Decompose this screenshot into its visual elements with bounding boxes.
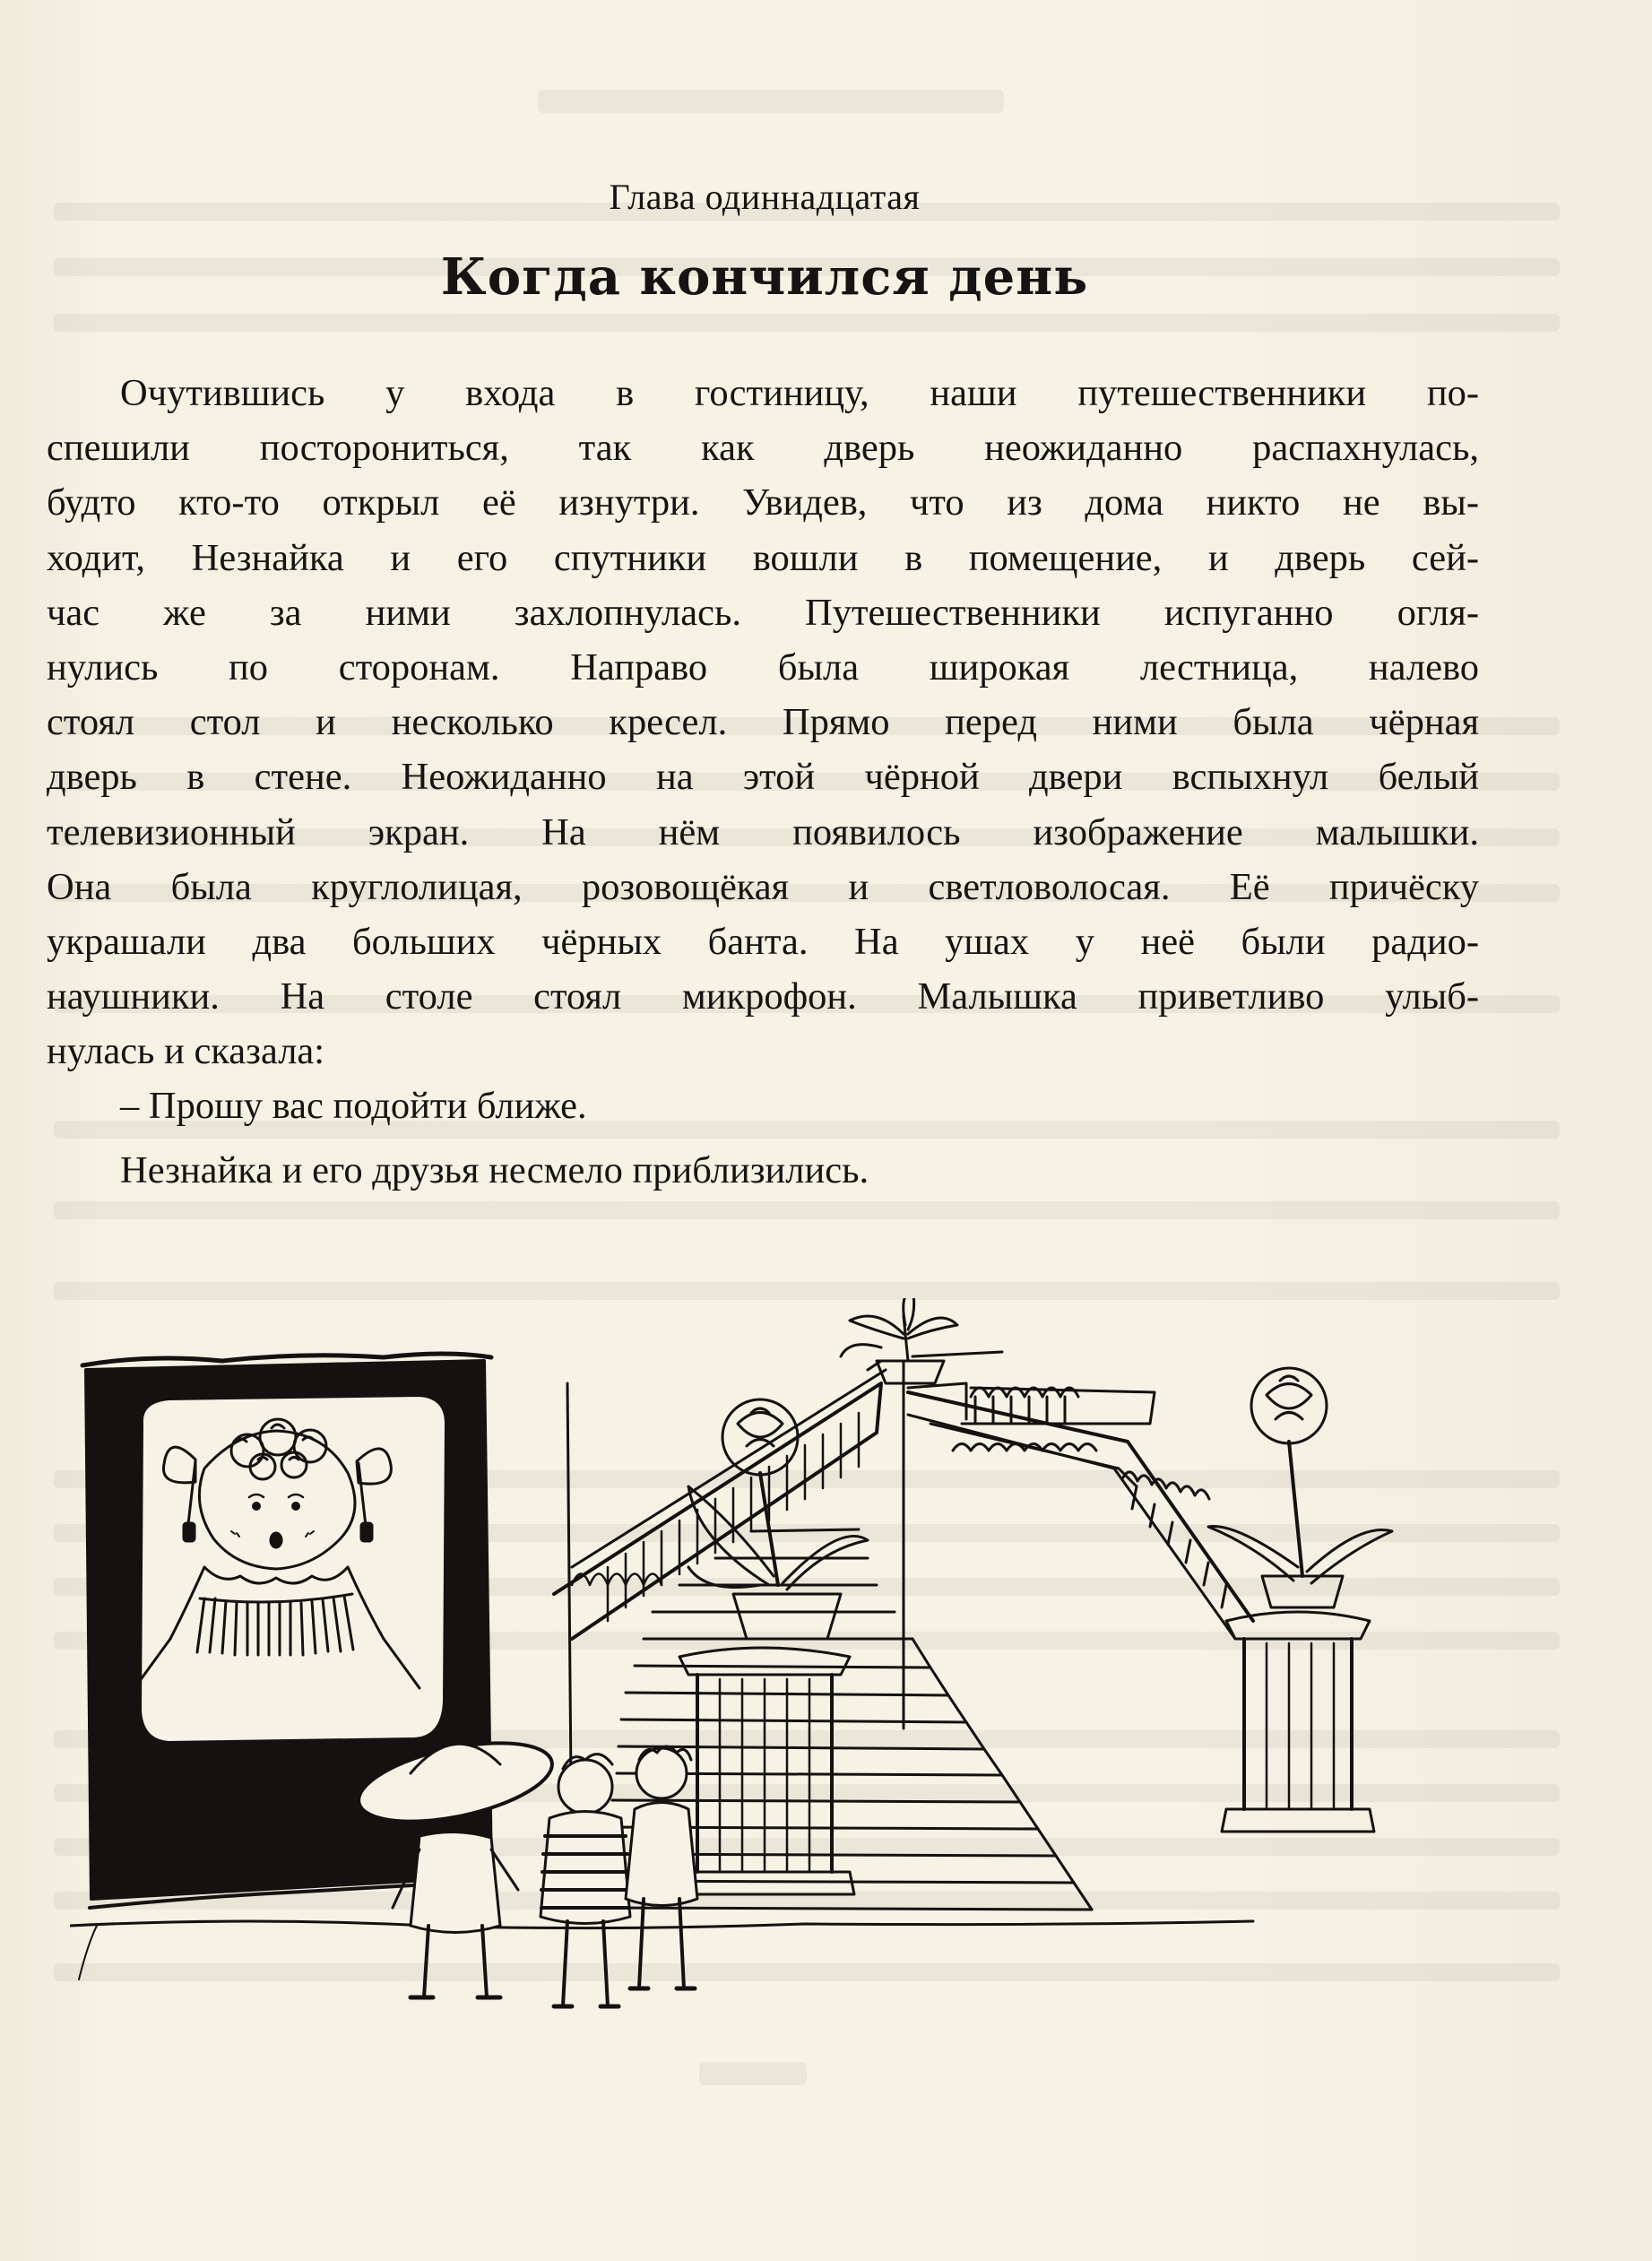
text-line: будто кто-то открыл её изнутри. Увидев, что из дома никто не вы- [47, 481, 1479, 524]
right-plant-illustration [1208, 1368, 1392, 1832]
text-line: дверь в стене. Неожиданно на этой чёрной двери вспыхнул белый [47, 756, 1479, 799]
text-line: спешили посторониться, так как дверь неожиданно распахнулась, [47, 427, 1479, 470]
text-line: наушники. На столе стоял микрофон. Малышка приветливо улыб- [47, 975, 1479, 1018]
text-line: телевизионный экран. На нём появилось изображение малышки. [47, 810, 1479, 853]
left-plant-illustration [675, 1399, 868, 1894]
chapter-label: Глава одиннадцатая [609, 177, 921, 217]
text-line: Она была круглолицая, розовощёкая и светловолосая. Её причёску [47, 865, 1479, 908]
text-line: нулась и сказала: [47, 1030, 325, 1073]
text-line: нулись по сторонам. Направо была широкая лестница, налево [47, 645, 1479, 689]
text-line: украшали два больших чёрных банта. На ушах у неё были радио- [47, 920, 1479, 963]
dialogue-line: – Прошу вас подойти ближе. [120, 1085, 587, 1128]
text-line: стоял стол и несколько кресел. Прямо перед ними была чёрная [47, 701, 1479, 744]
paragraph [47, 366, 1479, 1079]
top-plant-illustration [841, 1298, 957, 1383]
chapter-title: Когда кончился день [440, 247, 1089, 307]
door-screen-illustration [82, 1354, 491, 1908]
illustration [70, 1298, 1432, 2051]
text-line: час же за ними захлопнулась. Путешественники испуганно огля- [47, 591, 1479, 634]
text-line: Очутившись у входа в гостиницу, наши путешественники по- [120, 372, 1479, 414]
body-text [47, 366, 1479, 1198]
paragraph [47, 1079, 1479, 1133]
paragraph [47, 1143, 1479, 1198]
text-line: ходит, Незнайка и его спутники вошли в помещение, и дверь сей- [47, 536, 1479, 579]
text-line: Незнайка и его друзья несмело приблизились. [120, 1148, 869, 1191]
